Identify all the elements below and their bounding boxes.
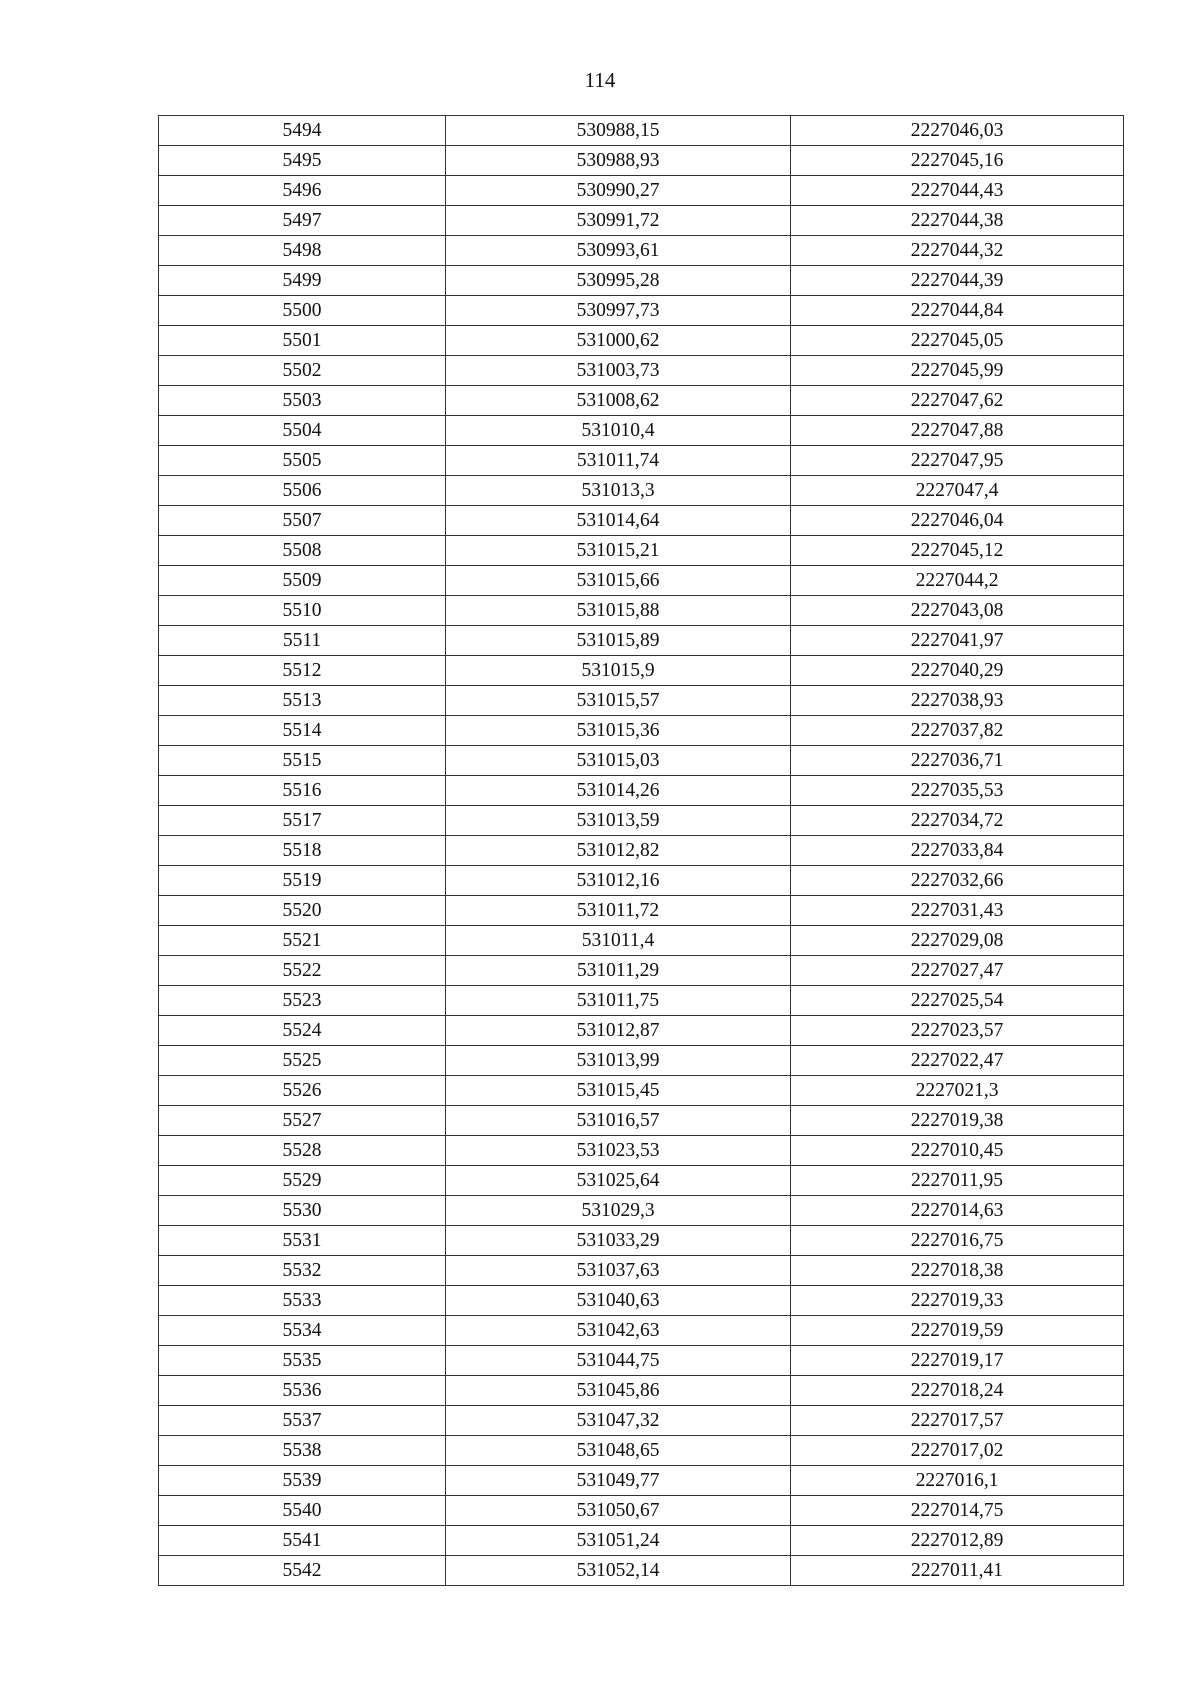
y-coordinate-cell: 2227010,45 — [791, 1136, 1124, 1166]
y-coordinate-cell: 2227047,88 — [791, 416, 1124, 446]
table-row — [159, 1226, 1124, 1256]
point-number-cell: 5520 — [159, 896, 446, 926]
y-coordinate-cell: 2227044,38 — [791, 206, 1124, 236]
table-row — [159, 446, 1124, 476]
table-row — [159, 1496, 1124, 1526]
x-coordinate-cell: 531013,59 — [446, 806, 791, 836]
y-coordinate-cell: 2227046,04 — [791, 506, 1124, 536]
x-coordinate-cell: 531052,14 — [446, 1556, 791, 1586]
point-number-cell: 5494 — [159, 116, 446, 146]
x-coordinate-cell: 531047,32 — [446, 1406, 791, 1436]
point-number-cell: 5536 — [159, 1376, 446, 1406]
x-coordinate-cell: 531015,45 — [446, 1076, 791, 1106]
table-row — [159, 1046, 1124, 1076]
point-number-cell: 5532 — [159, 1256, 446, 1286]
y-coordinate-cell: 2227044,39 — [791, 266, 1124, 296]
table-row — [159, 1136, 1124, 1166]
y-coordinate-cell: 2227034,72 — [791, 806, 1124, 836]
point-number-cell: 5535 — [159, 1346, 446, 1376]
x-coordinate-cell: 531013,99 — [446, 1046, 791, 1076]
x-coordinate-cell: 531015,89 — [446, 626, 791, 656]
x-coordinate-cell: 531011,74 — [446, 446, 791, 476]
table-row — [159, 1106, 1124, 1136]
point-number-cell: 5530 — [159, 1196, 446, 1226]
point-number-cell: 5526 — [159, 1076, 446, 1106]
y-coordinate-cell: 2227037,82 — [791, 716, 1124, 746]
table-row — [159, 956, 1124, 986]
table-row — [159, 716, 1124, 746]
table-row — [159, 266, 1124, 296]
table-row — [159, 476, 1124, 506]
x-coordinate-cell: 531033,29 — [446, 1226, 791, 1256]
x-coordinate-cell: 531012,87 — [446, 1016, 791, 1046]
y-coordinate-cell: 2227022,47 — [791, 1046, 1124, 1076]
x-coordinate-cell: 531051,24 — [446, 1526, 791, 1556]
x-coordinate-cell: 531015,57 — [446, 686, 791, 716]
point-number-cell: 5515 — [159, 746, 446, 776]
x-coordinate-cell: 531013,3 — [446, 476, 791, 506]
y-coordinate-cell: 2227019,38 — [791, 1106, 1124, 1136]
table-row — [159, 596, 1124, 626]
y-coordinate-cell: 2227016,1 — [791, 1466, 1124, 1496]
table-row — [159, 296, 1124, 326]
point-number-cell: 5501 — [159, 326, 446, 356]
table-row — [159, 566, 1124, 596]
y-coordinate-cell: 2227017,02 — [791, 1436, 1124, 1466]
table-row — [159, 1376, 1124, 1406]
x-coordinate-cell: 531015,21 — [446, 536, 791, 566]
table-row — [159, 1016, 1124, 1046]
y-coordinate-cell: 2227035,53 — [791, 776, 1124, 806]
y-coordinate-cell: 2227018,38 — [791, 1256, 1124, 1286]
coordinates-table-body — [159, 116, 1124, 1586]
x-coordinate-cell: 531011,72 — [446, 896, 791, 926]
y-coordinate-cell: 2227036,71 — [791, 746, 1124, 776]
x-coordinate-cell: 531010,4 — [446, 416, 791, 446]
point-number-cell: 5502 — [159, 356, 446, 386]
y-coordinate-cell: 2227045,16 — [791, 146, 1124, 176]
y-coordinate-cell: 2227038,93 — [791, 686, 1124, 716]
table-row — [159, 536, 1124, 566]
coordinates-table — [158, 115, 1124, 1586]
x-coordinate-cell: 531049,77 — [446, 1466, 791, 1496]
point-number-cell: 5499 — [159, 266, 446, 296]
table-row — [159, 326, 1124, 356]
point-number-cell: 5495 — [159, 146, 446, 176]
x-coordinate-cell: 531015,66 — [446, 566, 791, 596]
point-number-cell: 5504 — [159, 416, 446, 446]
point-number-cell: 5533 — [159, 1286, 446, 1316]
point-number-cell: 5528 — [159, 1136, 446, 1166]
y-coordinate-cell: 2227041,97 — [791, 626, 1124, 656]
y-coordinate-cell: 2227046,03 — [791, 116, 1124, 146]
x-coordinate-cell: 531012,16 — [446, 866, 791, 896]
point-number-cell: 5523 — [159, 986, 446, 1016]
table-row — [159, 1076, 1124, 1106]
x-coordinate-cell: 531042,63 — [446, 1316, 791, 1346]
table-row — [159, 926, 1124, 956]
point-number-cell: 5511 — [159, 626, 446, 656]
x-coordinate-cell: 531029,3 — [446, 1196, 791, 1226]
y-coordinate-cell: 2227047,95 — [791, 446, 1124, 476]
x-coordinate-cell: 531011,29 — [446, 956, 791, 986]
table-row — [159, 806, 1124, 836]
point-number-cell: 5521 — [159, 926, 446, 956]
point-number-cell: 5513 — [159, 686, 446, 716]
point-number-cell: 5512 — [159, 656, 446, 686]
x-coordinate-cell: 531037,63 — [446, 1256, 791, 1286]
table-row — [159, 1316, 1124, 1346]
x-coordinate-cell: 531014,26 — [446, 776, 791, 806]
x-coordinate-cell: 530995,28 — [446, 266, 791, 296]
x-coordinate-cell: 531003,73 — [446, 356, 791, 386]
y-coordinate-cell: 2227021,3 — [791, 1076, 1124, 1106]
x-coordinate-cell: 531015,88 — [446, 596, 791, 626]
x-coordinate-cell: 531040,63 — [446, 1286, 791, 1316]
y-coordinate-cell: 2227018,24 — [791, 1376, 1124, 1406]
x-coordinate-cell: 531015,9 — [446, 656, 791, 686]
y-coordinate-cell: 2227044,84 — [791, 296, 1124, 326]
table-row — [159, 836, 1124, 866]
x-coordinate-cell: 531023,53 — [446, 1136, 791, 1166]
table-row — [159, 1166, 1124, 1196]
point-number-cell: 5508 — [159, 536, 446, 566]
table-row — [159, 626, 1124, 656]
table-row — [159, 746, 1124, 776]
point-number-cell: 5505 — [159, 446, 446, 476]
table-row — [159, 206, 1124, 236]
point-number-cell: 5541 — [159, 1526, 446, 1556]
point-number-cell: 5506 — [159, 476, 446, 506]
table-row — [159, 1526, 1124, 1556]
y-coordinate-cell: 2227044,2 — [791, 566, 1124, 596]
y-coordinate-cell: 2227047,62 — [791, 386, 1124, 416]
table-row — [159, 236, 1124, 266]
point-number-cell: 5497 — [159, 206, 446, 236]
table-row — [159, 146, 1124, 176]
x-coordinate-cell: 531025,64 — [446, 1166, 791, 1196]
x-coordinate-cell: 531015,36 — [446, 716, 791, 746]
y-coordinate-cell: 2227014,63 — [791, 1196, 1124, 1226]
x-coordinate-cell: 531011,75 — [446, 986, 791, 1016]
point-number-cell: 5519 — [159, 866, 446, 896]
y-coordinate-cell: 2227045,99 — [791, 356, 1124, 386]
x-coordinate-cell: 531015,03 — [446, 746, 791, 776]
y-coordinate-cell: 2227045,12 — [791, 536, 1124, 566]
y-coordinate-cell: 2227031,43 — [791, 896, 1124, 926]
y-coordinate-cell: 2227025,54 — [791, 986, 1124, 1016]
x-coordinate-cell: 531008,62 — [446, 386, 791, 416]
y-coordinate-cell: 2227011,41 — [791, 1556, 1124, 1586]
table-row — [159, 866, 1124, 896]
point-number-cell: 5527 — [159, 1106, 446, 1136]
y-coordinate-cell: 2227014,75 — [791, 1496, 1124, 1526]
y-coordinate-cell: 2227044,43 — [791, 176, 1124, 206]
x-coordinate-cell: 531000,62 — [446, 326, 791, 356]
x-coordinate-cell: 531050,67 — [446, 1496, 791, 1526]
y-coordinate-cell: 2227044,32 — [791, 236, 1124, 266]
y-coordinate-cell: 2227040,29 — [791, 656, 1124, 686]
x-coordinate-cell: 531045,86 — [446, 1376, 791, 1406]
point-number-cell: 5500 — [159, 296, 446, 326]
x-coordinate-cell: 530997,73 — [446, 296, 791, 326]
point-number-cell: 5529 — [159, 1166, 446, 1196]
table-row — [159, 1286, 1124, 1316]
table-row — [159, 896, 1124, 926]
point-number-cell: 5522 — [159, 956, 446, 986]
table-row — [159, 1556, 1124, 1586]
point-number-cell: 5525 — [159, 1046, 446, 1076]
point-number-cell: 5531 — [159, 1226, 446, 1256]
table-row — [159, 506, 1124, 536]
point-number-cell: 5510 — [159, 596, 446, 626]
y-coordinate-cell: 2227043,08 — [791, 596, 1124, 626]
table-row — [159, 1436, 1124, 1466]
x-coordinate-cell: 531014,64 — [446, 506, 791, 536]
y-coordinate-cell: 2227012,89 — [791, 1526, 1124, 1556]
table-row — [159, 656, 1124, 686]
x-coordinate-cell: 531044,75 — [446, 1346, 791, 1376]
point-number-cell: 5496 — [159, 176, 446, 206]
x-coordinate-cell: 530993,61 — [446, 236, 791, 266]
point-number-cell: 5507 — [159, 506, 446, 536]
x-coordinate-cell: 530988,15 — [446, 116, 791, 146]
table-row — [159, 686, 1124, 716]
x-coordinate-cell: 531012,82 — [446, 836, 791, 866]
y-coordinate-cell: 2227019,33 — [791, 1286, 1124, 1316]
point-number-cell: 5514 — [159, 716, 446, 746]
x-coordinate-cell: 531016,57 — [446, 1106, 791, 1136]
point-number-cell: 5517 — [159, 806, 446, 836]
point-number-cell: 5534 — [159, 1316, 446, 1346]
y-coordinate-cell: 2227047,4 — [791, 476, 1124, 506]
y-coordinate-cell: 2227029,08 — [791, 926, 1124, 956]
y-coordinate-cell: 2227019,59 — [791, 1316, 1124, 1346]
y-coordinate-cell: 2227027,47 — [791, 956, 1124, 986]
table-row — [159, 986, 1124, 1016]
point-number-cell: 5518 — [159, 836, 446, 866]
table-row — [159, 386, 1124, 416]
y-coordinate-cell: 2227033,84 — [791, 836, 1124, 866]
point-number-cell: 5540 — [159, 1496, 446, 1526]
table-row — [159, 1346, 1124, 1376]
y-coordinate-cell: 2227032,66 — [791, 866, 1124, 896]
point-number-cell: 5498 — [159, 236, 446, 266]
point-number-cell: 5537 — [159, 1406, 446, 1436]
point-number-cell: 5503 — [159, 386, 446, 416]
point-number-cell: 5509 — [159, 566, 446, 596]
table-row — [159, 356, 1124, 386]
point-number-cell: 5516 — [159, 776, 446, 806]
y-coordinate-cell: 2227023,57 — [791, 1016, 1124, 1046]
x-coordinate-cell: 530988,93 — [446, 146, 791, 176]
point-number-cell: 5539 — [159, 1466, 446, 1496]
y-coordinate-cell: 2227019,17 — [791, 1346, 1124, 1376]
table-row — [159, 1256, 1124, 1286]
y-coordinate-cell: 2227017,57 — [791, 1406, 1124, 1436]
table-row — [159, 1406, 1124, 1436]
point-number-cell: 5524 — [159, 1016, 446, 1046]
x-coordinate-cell: 531011,4 — [446, 926, 791, 956]
table-row — [159, 1466, 1124, 1496]
y-coordinate-cell: 2227016,75 — [791, 1226, 1124, 1256]
page-number: 114 — [584, 68, 616, 92]
y-coordinate-cell: 2227045,05 — [791, 326, 1124, 356]
point-number-cell: 5538 — [159, 1436, 446, 1466]
y-coordinate-cell: 2227011,95 — [791, 1166, 1124, 1196]
table-row — [159, 416, 1124, 446]
x-coordinate-cell: 530991,72 — [446, 206, 791, 236]
table-row — [159, 176, 1124, 206]
table-row — [159, 1196, 1124, 1226]
table-row — [159, 776, 1124, 806]
x-coordinate-cell: 531048,65 — [446, 1436, 791, 1466]
point-number-cell: 5542 — [159, 1556, 446, 1586]
table-row — [159, 116, 1124, 146]
x-coordinate-cell: 530990,27 — [446, 176, 791, 206]
